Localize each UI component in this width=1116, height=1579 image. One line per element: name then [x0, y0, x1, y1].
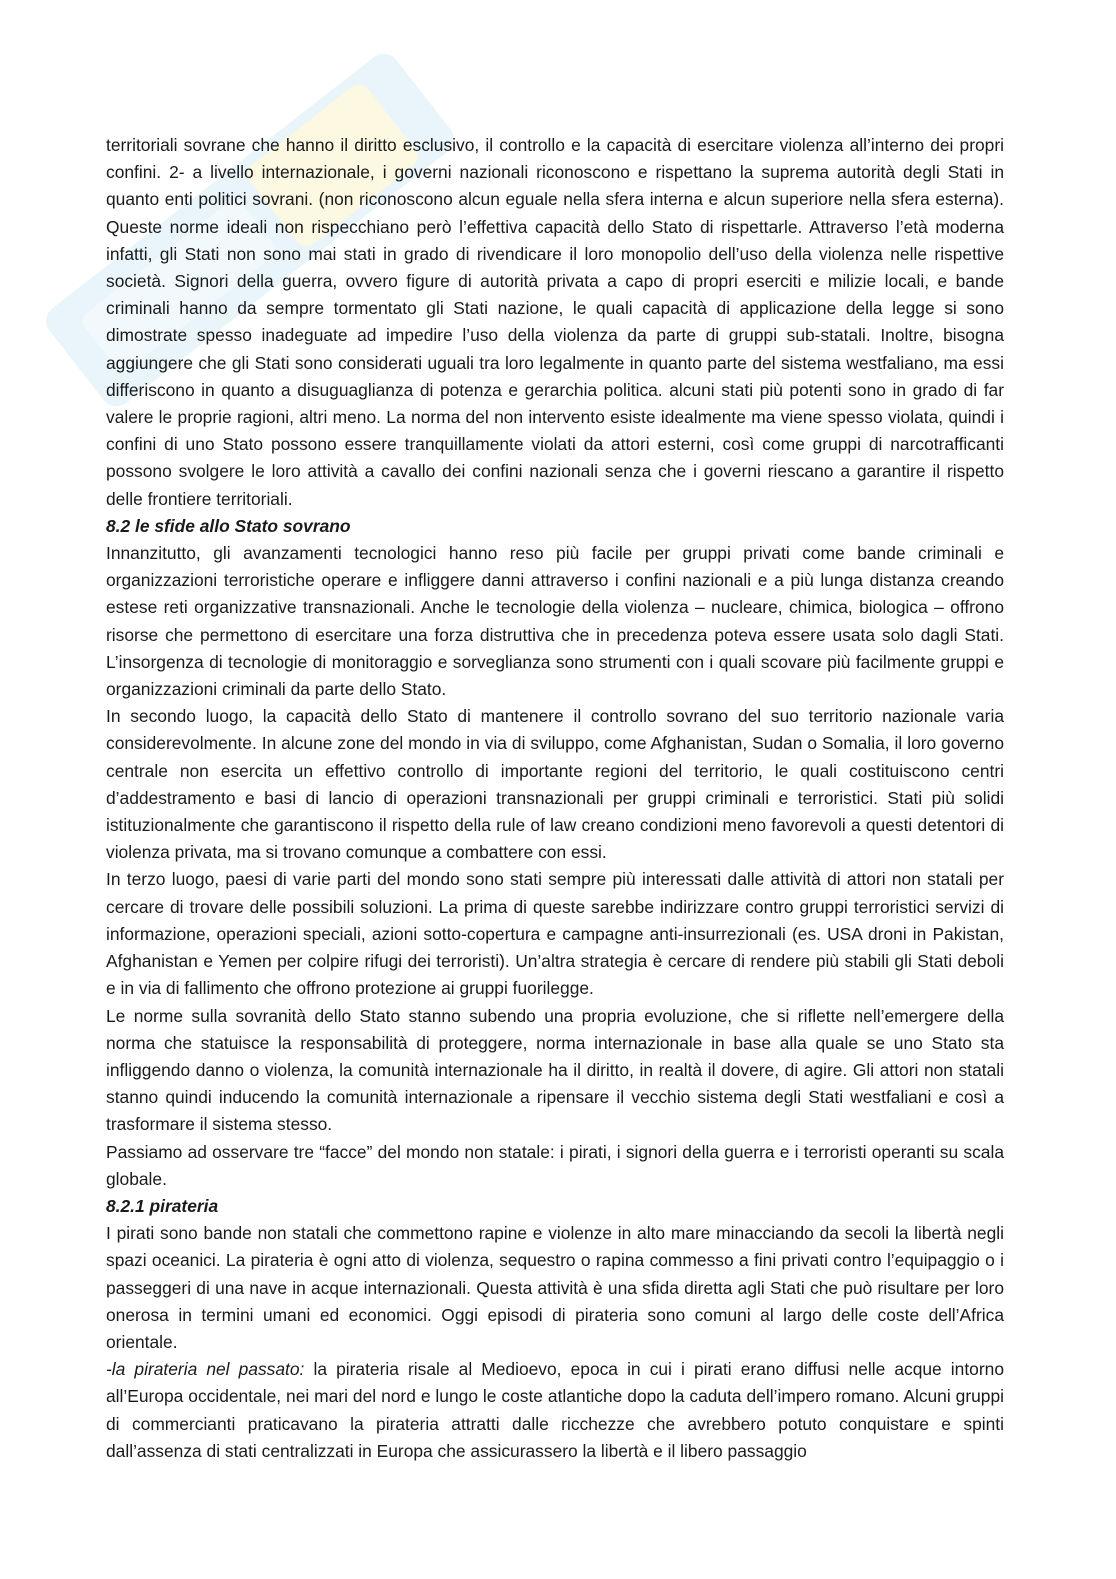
section-heading-8-2-1: 8.2.1 pirateria [106, 1195, 219, 1216]
paragraph-piracy-definition: I pirati sono bande non statali che commettono rapine e violenze in alto mare minacciando da secoli la libertà negli spazi oceanici. La pirateria è ogni atto di violenza, sequestro o rapina commesso a fini privati contro l’equipaggio o i passeggeri di una nave in acque internazionali. Questa attività è una sfida diretta agli Stati che può risultare per loro onerosa in termini umani ed economici. Oggi episodi di pirateria sono comuni al largo delle coste dell’Africa orientale. [106, 1223, 1004, 1352]
paragraph-solutions: In terzo luogo, paesi di varie parti del mondo sono stati sempre più interessati dalle attività di attori non statali per cercare di trovare delle possibili soluzioni. La prima di queste sarebbe indirizzare contro gruppi terroristici servizi di informazione, operazioni speciali, azioni sotto-copertura e campagne anti-insurrezionali (es. USA droni in Pakistan, Afghanistan e Yemen per colpire rifugi dei terroristi). Un’altra strategia è cercare di rendere più stabili gli Stati deboli e in via di fallimento che offrono protezione ai gruppi fuorilegge. [106, 869, 1004, 999]
paragraph-territorial-control: In secondo luogo, la capacità dello Stato di mantenere il controllo sovrano del suo territorio nazionale varia considerevolmente. In alcune zone del mondo in via di sviluppo, come Afghanistan, Sudan o Somalia, il loro governo centrale non esercita un effettivo controllo di importante regioni del territorio, le quali costituiscono centri d’addestramento e basi di lancio di operazioni transnazionali per gruppi criminali e terroristici. Stati più solidi istituzionalmente che garantiscono il rispetto della rule of law creano condizioni meno favorevoli a questi detentori di violenza privata, ma si trovano comunque a combattere con essi. [106, 706, 1004, 863]
paragraph-three-faces: Passiamo ad osservare tre “facce” del mondo non statale: i pirati, i signori della guerra e i terroristi operanti su scala globale. [106, 1141, 1004, 1189]
section-heading-8-2: 8.2 le sfide allo Stato sovrano [106, 515, 351, 536]
paragraph-piracy-past [106, 1356, 1004, 1465]
paragraph-technology: Innanzitutto, gli avanzamenti tecnologici hanno reso più facile per gruppi privati come bande criminali e organizzazioni terroristiche operare e infliggere danni attraverso i confini nazionali e a più lunga distanza creando estese reti organizzative transnazionali. Anche le tecnologie della violenza – nucleare, chimica, biologica – offrono risorse che permettono di esercitare una forza distruttiva che in precedenza poteva essere usata solo dagli Stati. L’insorgenza di tecnologie di monitoraggio e sorveglianza sono strumenti con i quali scovare più facilmente gruppi e organizzazioni criminali da parte dello Stato. [106, 543, 1004, 700]
paragraph-state-monopoly: territoriali sovrane che hanno il diritto esclusivo, il controllo e la capacità di esercitare violenza all’interno dei propri confini. 2- a livello internazionale, i governi nazionali riconoscono e rispettano la suprema autorità degli Stati in quanto enti politici sovrani. (non riconoscono alcun eguale nella sfera interna e alcun superiore nella sfera esterna). Queste norme ideali non rispecchiano però l’effettiva capacità dello Stato di rispettarle. Attraverso l’età moderna infatti, gli Stati non sono mai stati in grado di rivendicare il loro monopolio dell’uso della violenza nelle rispettive società. Signori della guerra, ovvero figure di autorità privata a capo di propri eserciti e milizie locali, e bande criminali hanno da sempre tormentato gli Stati nazione, le quali capacità di applicazione della legge si sono dimostrate spesso inadeguate ad impedire l’uso della violenza da parte di gruppi sub-statali. Inoltre, bisogna aggiungere che gli Stati sono considerati uguali tra loro legalmente in quanto parte del sistema westfaliano, ma essi differiscono in quanto a disuguaglianza di potenza e gerarchia politica. alcuni stati più potenti sono in grado di far valere le proprie ragioni, altri meno. La norma del non intervento esiste idealmente ma viene spesso violata, quindi i confini di uno Stato possono essere tranquillamente violati da attori esterni, così come gruppi di narcotrafficanti possono svolgere le loro attività a cavallo dei confini nazionali senza che i governi riescano a garantire il rispetto delle frontiere territoriali. [106, 135, 1004, 509]
piracy-past-lead: -la pirateria nel passato: [106, 1359, 305, 1380]
document-body [106, 132, 1004, 1465]
paragraph-sovereignty-norms: Le norme sulla sovranità dello Stato stanno subendo una propria evoluzione, che si riflette nell’emergere della norma che statuisce la responsabilità di proteggere, norma internazionale in base alla quale se uno Stato sta infliggendo danno o violenza, la comunità internazionale ha il diritto, in realtà il dovere, di agire. Gli attori non statali stanno quindi inducendo la comunità internazionale a ripensare il vecchio sistema degli Stati westfaliani e così a trasformare il sistema stesso. [106, 1005, 1004, 1135]
piracy-past-text: la pirateria risale al Medioevo, epoca in cui i pirati erano diffusi nelle acque intorno all’Europa occidentale, nei mari del nord e lungo le coste atlantiche dopo la caduta dell’impero romano. Alcuni gruppi di commercianti praticavano la pirateria attratti dalle ricchezze che avrebbero potuto conquistare e spinti dall’assenza di stati centralizzati in Europa che assicurassero la libertà e il libero passaggio [106, 1359, 1004, 1461]
